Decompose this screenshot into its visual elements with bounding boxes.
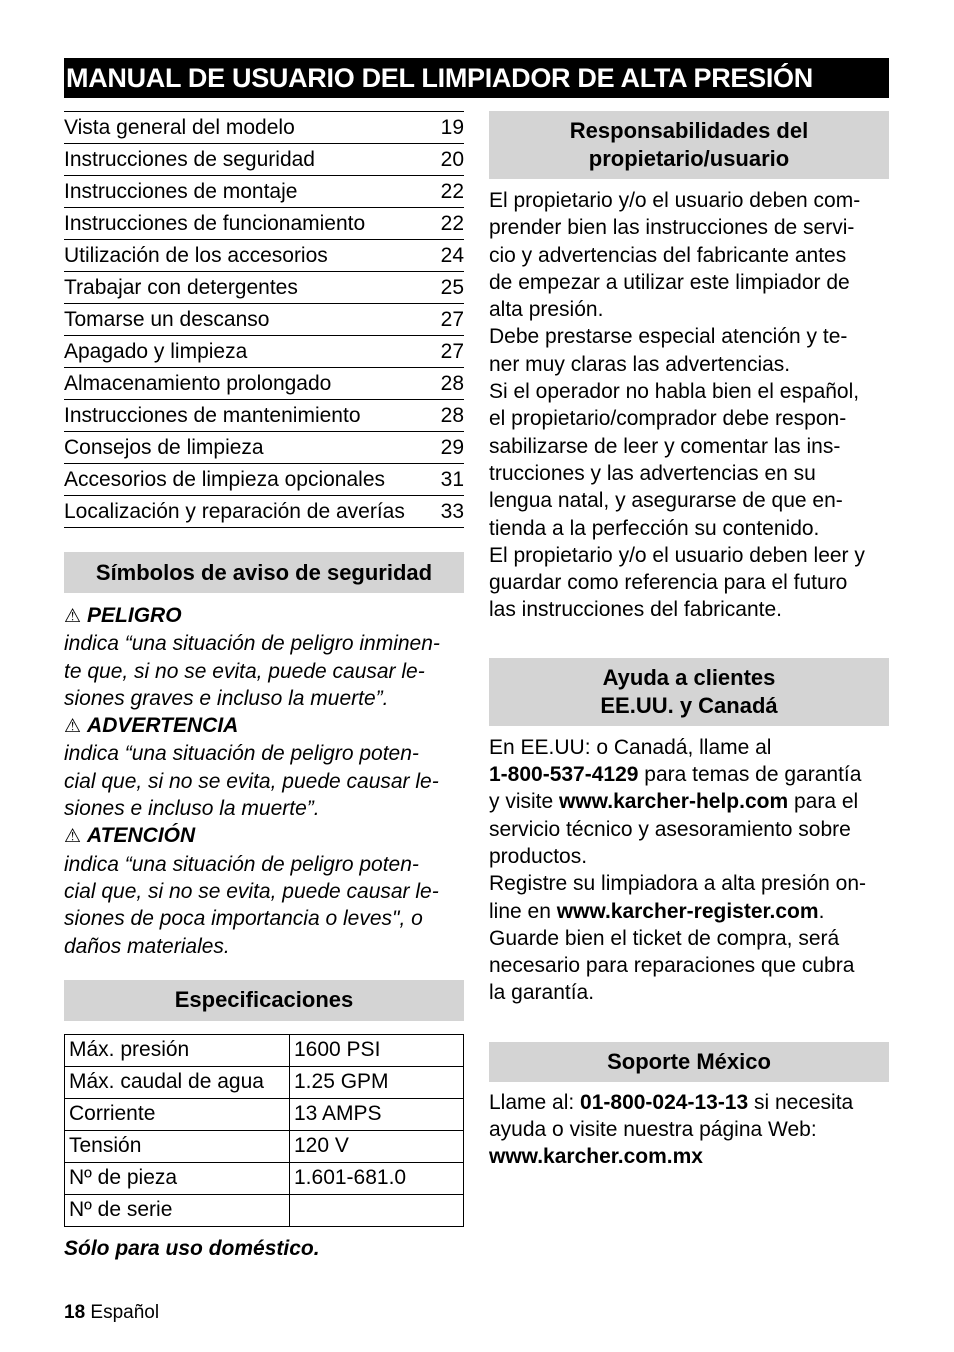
spec-key: Corriente	[65, 1098, 290, 1130]
owner-line: trucciones y las advertencias en su	[489, 461, 816, 485]
toc-label: Trabajar con detergentes	[64, 276, 298, 299]
toc-page: 27	[440, 340, 464, 363]
warning-text: siones graves e incluso la muerte”.	[64, 686, 389, 710]
support-line: line en www.karcher-register.com.	[489, 899, 825, 923]
us-phone-number[interactable]: 1-800-537-4129	[489, 763, 639, 787]
toc-label: Tomarse un descanso	[64, 308, 270, 331]
support-line: ayuda o visite nuestra página Web:	[489, 1118, 817, 1142]
warning-text: indica “una situación de peligro inminen-	[64, 632, 440, 656]
owner-heading-line: Responsabilidades del	[569, 118, 809, 143]
toc-label: Localización y reparación de averías	[64, 500, 405, 523]
toc-page: 25	[440, 276, 464, 299]
spec-key: Máx. presión	[65, 1034, 290, 1066]
toc-page: 28	[440, 404, 464, 427]
right-column	[489, 111, 889, 1171]
owner-heading	[489, 111, 889, 179]
toc-page: 22	[440, 180, 464, 203]
toc-row[interactable]	[64, 432, 464, 464]
toc-label: Utilización de los accesorios	[64, 244, 328, 267]
footer-language: Español	[90, 1302, 160, 1323]
spec-value: 1600 PSI	[290, 1034, 464, 1066]
toc-label: Instrucciones de mantenimiento	[64, 404, 361, 427]
toc-row[interactable]	[64, 304, 464, 336]
owner-heading-line: propietario/usuario	[588, 146, 790, 171]
toc-label: Almacenamiento prolongado	[64, 372, 332, 395]
specs-table	[64, 1034, 464, 1227]
spec-value: 13 AMPS	[290, 1098, 464, 1130]
support-us-heading-line: Ayuda a clientes	[602, 664, 776, 690]
toc-label: Apagado y limpieza	[64, 340, 248, 363]
toc-row[interactable]	[64, 464, 464, 496]
warning-triangle-icon: ⚠	[64, 606, 82, 627]
owner-line: guardar como referencia para el futuro	[489, 571, 848, 595]
owner-line: las instrucciones del fabricante.	[489, 598, 782, 622]
table-row	[65, 1098, 464, 1130]
warning-title-atencion: ⚠ ATENCIÓN	[64, 824, 196, 848]
owner-line: Si el operador no habla bien el español,	[489, 380, 860, 404]
toc-row[interactable]	[64, 240, 464, 272]
owner-line: El propietario y/o el usuario deben com-	[489, 189, 861, 212]
toc-page: 24	[440, 244, 464, 267]
spec-value	[290, 1194, 464, 1226]
toc-page: 27	[440, 308, 464, 331]
toc-page: 28	[440, 372, 464, 395]
owner-line: de empezar a utilizar este limpiador de	[489, 270, 850, 294]
spec-key: Máx. caudal de agua	[65, 1066, 290, 1098]
warning-triangle-icon: ⚠	[64, 826, 82, 848]
toc-page: 33	[440, 500, 464, 523]
owner-line: cio y advertencias del fabricante antes	[489, 243, 847, 267]
owner-line: alta presión.	[489, 298, 604, 322]
warning-title-peligro: ⚠ PELIGRO	[64, 604, 182, 627]
support-us-heading	[489, 658, 889, 726]
support-line: servicio técnico y asesoramiento sobre	[489, 817, 851, 841]
register-url-link[interactable]: www.karcher-register.com	[556, 899, 819, 923]
toc-page: 20	[440, 148, 464, 171]
spec-key: Tensión	[65, 1130, 290, 1162]
owner-line: Debe prestarse especial atención y te-	[489, 325, 848, 349]
toc-row[interactable]	[64, 368, 464, 400]
spec-key: Nº de pieza	[65, 1162, 290, 1194]
domestic-use-note: Sólo para uso doméstico.	[64, 1236, 320, 1260]
mx-phone-number[interactable]: 01-800-024-13-13	[580, 1090, 749, 1114]
support-us-text	[489, 734, 889, 1007]
owner-line: ner muy claras las advertencias.	[489, 352, 791, 376]
toc-page: 31	[440, 468, 464, 491]
toc-row[interactable]	[64, 400, 464, 432]
support-line: productos.	[489, 844, 588, 868]
toc-page: 22	[440, 212, 464, 235]
spec-value: 120 V	[290, 1130, 464, 1162]
support-line: En EE.UU: o Canadá, llame al	[489, 735, 772, 759]
left-column	[64, 111, 464, 1262]
warning-text: indica “una situación de peligro poten-	[64, 852, 419, 876]
warning-text: siones e incluso la muerte”.	[64, 797, 320, 821]
support-line: Registre su limpiadora a alta presión on-	[489, 872, 867, 896]
owner-line: prender bien las instrucciones de servi-	[489, 216, 855, 240]
owner-line: el propietario/comprador debe respon-	[489, 407, 847, 431]
warning-text: daños materiales.	[64, 934, 230, 958]
support-mx-heading: Soporte México	[489, 1042, 889, 1082]
help-url-link[interactable]: www.karcher-help.com	[559, 790, 789, 814]
toc-page: 29	[440, 436, 464, 459]
page-number: 18	[64, 1302, 86, 1323]
warning-text: te que, si no se evita, puede causar le-	[64, 659, 425, 683]
toc-label: Instrucciones de funcionamiento	[64, 212, 366, 235]
owner-line: El propietario y/o el usuario deben leer y	[489, 543, 865, 567]
toc-row[interactable]	[64, 112, 464, 144]
toc-label: Accesorios de limpieza opcionales	[64, 468, 385, 491]
warning-text: siones de poca importancia o leves", o	[64, 907, 423, 931]
owner-line: tienda a la perfección su contenido.	[489, 516, 820, 540]
support-line: Llame al: 01-800-024-13-13 si necesita	[489, 1090, 854, 1114]
symbols-heading: Símbolos de aviso de seguridad	[64, 552, 464, 593]
spec-value: 1.25 GPM	[290, 1066, 464, 1098]
toc-row[interactable]	[64, 496, 464, 528]
toc-label: Instrucciones de montaje	[64, 180, 298, 203]
warning-title-advertencia: ⚠ ADVERTENCIA	[64, 714, 239, 738]
toc-page: 19	[440, 116, 464, 139]
support-us-heading-line: EE.UU. y Canadá	[600, 692, 778, 718]
toc-row[interactable]	[64, 176, 464, 208]
warning-text: cial que, si no se evita, puede causar le-	[64, 879, 439, 903]
support-mx-text	[489, 1089, 889, 1171]
page-footer	[64, 1302, 159, 1324]
mx-url-link[interactable]: www.karcher.com.mx	[489, 1145, 703, 1169]
support-line: Guarde bien el ticket de compra, será	[489, 926, 840, 950]
support-line: 1-800-537-4129 para temas de garantía	[489, 763, 862, 787]
page-title: MANUAL DE USUARIO DEL LIMPIADOR DE ALTA PRESIÓN	[64, 58, 889, 98]
table-row	[65, 1130, 464, 1162]
owner-text	[489, 187, 889, 624]
warning-text: indica “una situación de peligro poten-	[64, 742, 419, 766]
table-row	[65, 1034, 464, 1066]
toc-row[interactable]	[64, 272, 464, 304]
table-row	[65, 1194, 464, 1226]
table-row	[65, 1162, 464, 1194]
warning-symbols	[64, 602, 464, 960]
owner-line: sabilizarse de leer y comentar las ins-	[489, 434, 841, 458]
spec-value: 1.601-681.0	[290, 1162, 464, 1194]
toc-label: Consejos de limpieza	[64, 436, 264, 459]
table-row	[65, 1066, 464, 1098]
table-of-contents	[64, 111, 464, 528]
support-line: la garantía.	[489, 981, 595, 1005]
toc-label: Instrucciones de seguridad	[64, 148, 315, 171]
toc-row[interactable]	[64, 208, 464, 240]
warning-triangle-icon: ⚠	[64, 716, 82, 738]
spec-key: Nº de serie	[65, 1194, 290, 1226]
toc-label: Vista general del modelo	[64, 116, 295, 139]
toc-row[interactable]	[64, 336, 464, 368]
toc-row[interactable]	[64, 144, 464, 176]
support-line: y visite www.karcher-help.com para el	[489, 790, 859, 814]
warning-text: cial que, si no se evita, puede causar le-	[64, 769, 439, 793]
specs-heading: Especificaciones	[64, 980, 464, 1021]
owner-line: lengua natal, y asegurarse de que en-	[489, 489, 843, 513]
support-line: necesario para reparaciones que cubra	[489, 954, 855, 978]
